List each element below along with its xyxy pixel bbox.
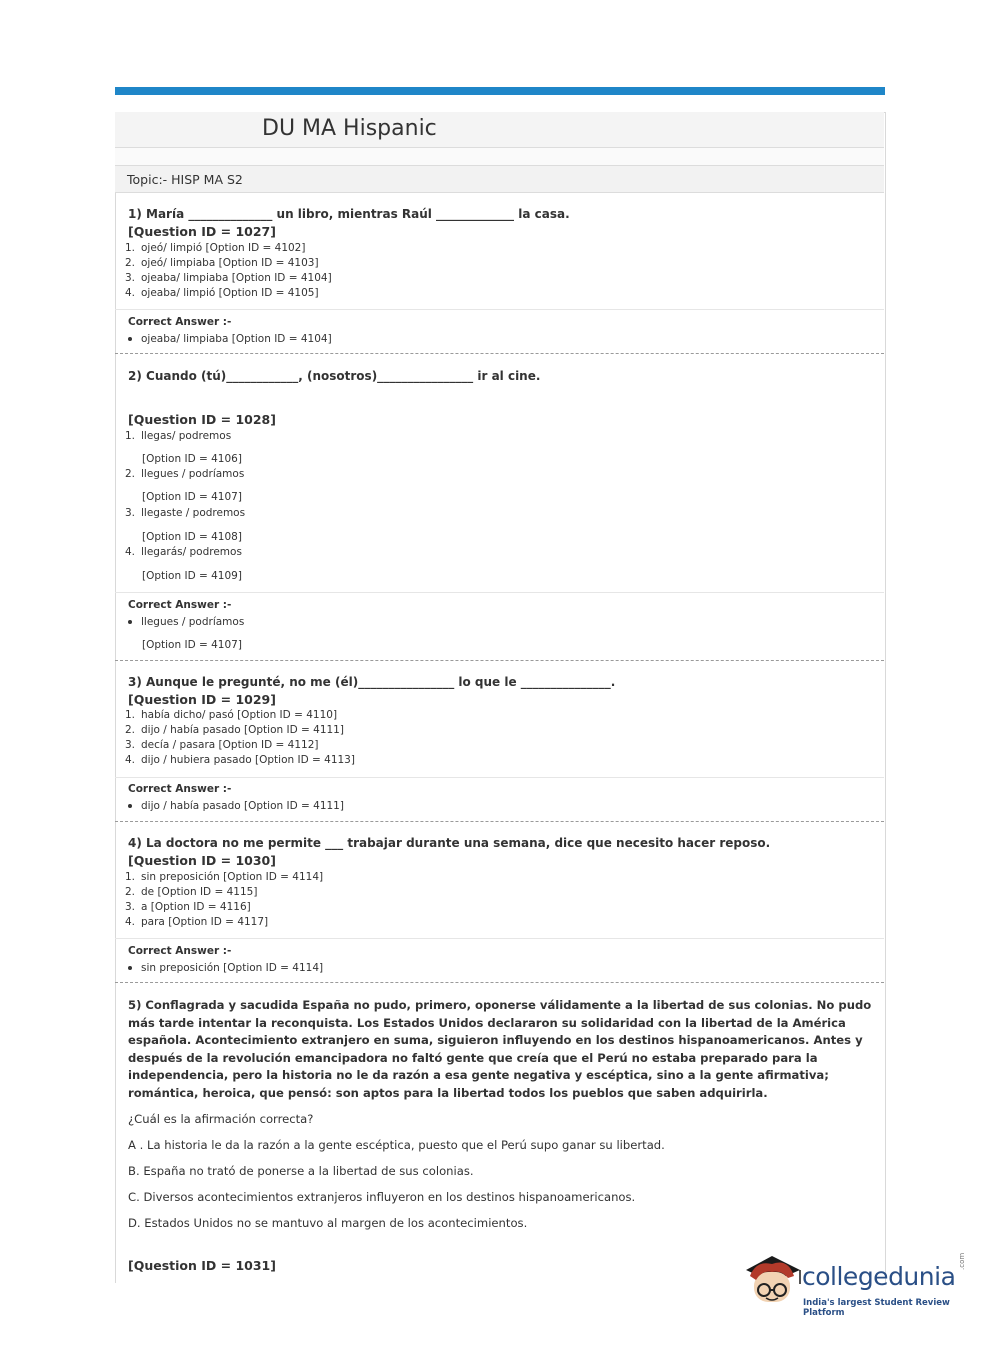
question-separator bbox=[115, 353, 884, 354]
question-4-option-4 bbox=[125, 916, 268, 928]
bullet-icon bbox=[128, 337, 132, 341]
option-number: 4. bbox=[125, 287, 136, 299]
answer-text: dijo / había pasado [Option ID = 4111] bbox=[141, 800, 344, 812]
bullet-icon bbox=[128, 620, 132, 624]
option-number: 2. bbox=[125, 468, 136, 480]
answer-text: llegues / podríamos bbox=[141, 616, 245, 628]
answer-text: sin preposición [Option ID = 4114] bbox=[141, 962, 324, 974]
question-5-choice-a: A . La historia le da la razón a la gente escéptica, puesto que el Perú supo ganar su libertad. bbox=[128, 1138, 665, 1152]
option-text: llegues / podríamos bbox=[141, 468, 245, 480]
question-5-passage: 5) Conflagrada y sacudida España no pudo, primero, oponerse válidamente a la libertad de sus colonias. No pudo más tarde intentar la reconquista. Los Estados Unidos declararon su solidaridad con la libertad de la América española. Acontecimiento extranjero en suma, siguieron influyendo en los destinos hispanoamericanos. Antes y después de la revolución emancipadora no faltó gente que creía que el Perú no estaba preparado para la independencia, pero la historia no le da razón a esa gente negativa y escéptica, sino a la gente afirmativa; romántica, heroica, que pensó: son aptos para la libertad todos los pueblos que saben adquirirla. bbox=[128, 998, 872, 1100]
bullet-icon bbox=[128, 804, 132, 808]
question-2-option-4-id: [Option ID = 4109] bbox=[142, 570, 242, 582]
question-1-option-4 bbox=[125, 287, 319, 299]
question-2-option-1-id: [Option ID = 4106] bbox=[142, 453, 242, 465]
question-4-correct-label: Correct Answer :- bbox=[128, 945, 232, 957]
question-3-text: 3) Aunque le pregunté, no me (él)________________ lo que le _______________. bbox=[128, 675, 616, 689]
question-3-correct-answer bbox=[128, 800, 344, 812]
question-5-choice-c: C. Diversos acontecimientos extranjeros influyeron en los destinos hispanoamericanos. bbox=[128, 1190, 636, 1204]
option-text: llegas/ podremos bbox=[141, 430, 232, 442]
question-4-text: 4) La doctora no me permite ___ trabajar durante una semana, dice que necesito hacer reposo. bbox=[128, 836, 771, 850]
option-number: 1. bbox=[125, 430, 136, 442]
option-number: 3. bbox=[125, 901, 136, 913]
option-number: 4. bbox=[125, 916, 136, 928]
logo-wordmark: collegedunia bbox=[802, 1262, 956, 1291]
question-4-option-1 bbox=[125, 871, 323, 883]
question-2-correct-answer-id: [Option ID = 4107] bbox=[142, 639, 242, 651]
question-3-id: [Question ID = 1029] bbox=[128, 692, 276, 707]
option-number: 4. bbox=[125, 546, 136, 558]
option-number: 2. bbox=[125, 257, 136, 269]
option-number: 3. bbox=[125, 507, 136, 519]
question-3-option-3 bbox=[125, 739, 319, 751]
question-separator bbox=[115, 821, 884, 822]
option-number: 1. bbox=[125, 871, 136, 883]
question-separator bbox=[115, 982, 884, 983]
top-accent-bar bbox=[115, 87, 885, 95]
option-text: había dicho/ pasó [Option ID = 4110] bbox=[141, 709, 338, 721]
question-1-correct-answer bbox=[128, 333, 332, 345]
question-3-correct-label: Correct Answer :- bbox=[128, 783, 232, 795]
question-2-correct-label: Correct Answer :- bbox=[128, 599, 232, 611]
question-1-id: [Question ID = 1027] bbox=[128, 224, 276, 239]
question-5-prompt: ¿Cuál es la afirmación correcta? bbox=[128, 1112, 314, 1126]
question-2-option-3-id: [Option ID = 4108] bbox=[142, 531, 242, 543]
question-4-option-2 bbox=[125, 886, 257, 898]
option-number: 1. bbox=[125, 242, 136, 254]
option-text: llegarás/ podremos bbox=[141, 546, 242, 558]
option-text: a [Option ID = 4116] bbox=[141, 901, 251, 913]
question-2-option-2 bbox=[125, 468, 244, 480]
divider bbox=[115, 777, 884, 778]
bullet-icon bbox=[128, 966, 132, 970]
question-4-option-3 bbox=[125, 901, 251, 913]
question-separator bbox=[115, 660, 884, 661]
divider bbox=[115, 309, 884, 310]
question-4-correct-answer bbox=[128, 962, 323, 974]
question-1-option-1 bbox=[125, 242, 305, 254]
option-number: 1. bbox=[125, 709, 136, 721]
question-5-choice-d: D. Estados Unidos no se mantuvo al margen de los acontecimientos. bbox=[128, 1216, 528, 1230]
option-number: 2. bbox=[125, 886, 136, 898]
option-text: para [Option ID = 4117] bbox=[141, 916, 269, 928]
option-text: ojeó/ limpió [Option ID = 4102] bbox=[141, 242, 306, 254]
option-text: dijo / había pasado [Option ID = 4111] bbox=[141, 724, 344, 736]
question-1-correct-label: Correct Answer :- bbox=[128, 316, 232, 328]
question-1-option-2 bbox=[125, 257, 319, 269]
question-2-option-2-id: [Option ID = 4107] bbox=[142, 491, 242, 503]
logo-tagline: India's largest Student Review Platform bbox=[803, 1298, 950, 1318]
question-2-option-4 bbox=[125, 546, 242, 558]
header-spacer bbox=[115, 148, 884, 166]
question-2-id: [Question ID = 1028] bbox=[128, 412, 276, 427]
collegedunia-logo[interactable] bbox=[742, 1248, 972, 1320]
option-number: 2. bbox=[125, 724, 136, 736]
title-header bbox=[115, 112, 884, 148]
option-text: sin preposición [Option ID = 4114] bbox=[141, 871, 324, 883]
option-number: 4. bbox=[125, 754, 136, 766]
option-number: 3. bbox=[125, 739, 136, 751]
divider bbox=[115, 592, 884, 593]
question-1-option-3 bbox=[125, 272, 332, 284]
page-title: DU MA Hispanic bbox=[262, 116, 437, 141]
topic-bar bbox=[115, 166, 884, 193]
question-3-option-1 bbox=[125, 709, 337, 721]
question-3-option-4 bbox=[125, 754, 355, 766]
option-text: dijo / hubiera pasado [Option ID = 4113] bbox=[141, 754, 355, 766]
question-1-text: 1) María ______________ un libro, mientras Raúl _____________ la casa. bbox=[128, 207, 570, 221]
logo-domain: .com bbox=[958, 1252, 966, 1270]
divider bbox=[115, 938, 884, 939]
answer-text: ojeaba/ limpiaba [Option ID = 4104] bbox=[141, 333, 332, 345]
question-5-choice-b: B. España no trató de ponerse a la libertad de sus colonias. bbox=[128, 1164, 474, 1178]
option-text: llegaste / podremos bbox=[141, 507, 246, 519]
question-4-id: [Question ID = 1030] bbox=[128, 853, 276, 868]
option-text: decía / pasara [Option ID = 4112] bbox=[141, 739, 319, 751]
option-text: ojeaba/ limpió [Option ID = 4105] bbox=[141, 287, 319, 299]
mascot-icon bbox=[742, 1248, 802, 1320]
option-text: ojeaba/ limpiaba [Option ID = 4104] bbox=[141, 272, 332, 284]
option-text: de [Option ID = 4115] bbox=[141, 886, 258, 898]
option-text: ojeó/ limpiaba [Option ID = 4103] bbox=[141, 257, 319, 269]
question-2-correct-answer bbox=[128, 616, 244, 628]
question-2-option-3 bbox=[125, 507, 245, 519]
question-2-text: 2) Cuando (tú)____________, (nosotros)________________ ir al cine. bbox=[128, 369, 541, 383]
option-number: 3. bbox=[125, 272, 136, 284]
question-5-id: [Question ID = 1031] bbox=[128, 1258, 276, 1273]
topic-label: Topic:- HISP MA S2 bbox=[127, 172, 243, 187]
question-2-option-1 bbox=[125, 430, 231, 442]
question-3-option-2 bbox=[125, 724, 344, 736]
